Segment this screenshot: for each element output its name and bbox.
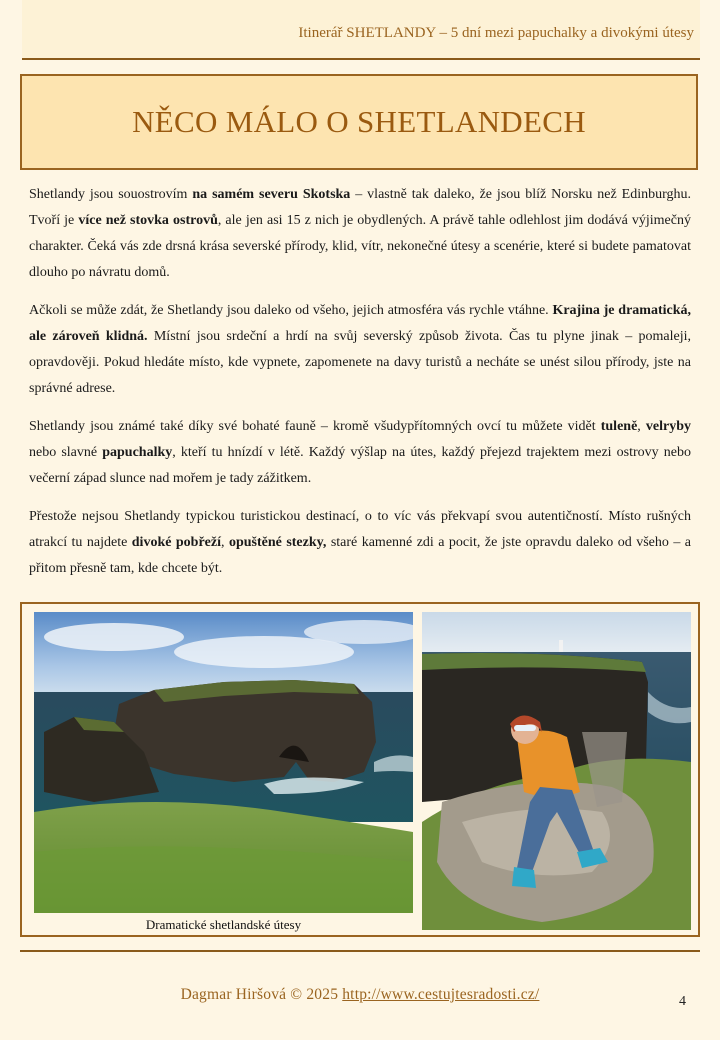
paragraph-1 <box>29 182 691 286</box>
text-span: Přestože nejsou Shetlandy typickou turistickou destinací, o to víc vás překvapí svou autentičností. Místo rušných atrakcí tu najdete <box>29 509 691 550</box>
paragraph-2 <box>29 298 691 402</box>
text-span: , ale jen asi 15 z nich je obydlených. A právě tahle odlehlost jim dodává výjimečný charakter. Čeká vás zde drsná krása severské přírody, klid, vítr, nekonečné útesy a scenérie, které si budete pamatovat dlouho po návratu domů. <box>29 213 691 280</box>
text-span: Místní jsou srdeční a hrdí na svůj severský způsob života. Čas tu plyne jinak – pomaleji, opravdověji. Pokud hledáte místo, kde vypnete, zapomenete na davy turistů a necháte se unést silou přírody, jste na správné adrese. <box>29 329 691 396</box>
bold-text: papuchalky <box>102 445 173 460</box>
page-footer <box>0 986 720 1004</box>
page-title: NĚCO MÁLO O SHETLANDECH <box>132 104 586 139</box>
title-box <box>20 74 698 170</box>
text-span: , <box>221 535 229 550</box>
bold-text: tuleně <box>600 419 638 434</box>
page-header <box>22 0 700 60</box>
footer-author: Dagmar Hiršová © 2025 <box>180 986 343 1003</box>
bold-text: na samém severu Skotska <box>192 187 351 202</box>
footer-divider <box>20 950 700 952</box>
bold-text: velryby <box>645 419 692 434</box>
website-link[interactable]: http://www.cestujtesradosti.cz/ <box>342 986 540 1003</box>
bold-text: divoké pobřeží <box>131 535 221 550</box>
cliff-photo <box>34 612 413 913</box>
paragraph-4 <box>29 504 691 582</box>
text-span: staré kamenné zdi a pocit, že jste opravdu daleko od všeho – a přitom přesně tam, kde chcete být. <box>29 535 691 576</box>
header-title: Itinerář SHETLANDY – 5 dní mezi papuchalky a divokými útesy <box>298 25 694 41</box>
text-span: Shetlandy jsou známé také díky své bohaté fauně – kromě všudypřítomných ovcí tu můžete vidět <box>29 419 601 434</box>
text-span: nebo slavné <box>29 445 103 460</box>
main-content <box>29 182 691 594</box>
photo-caption: Dramatické shetlandské útesy <box>145 917 302 932</box>
text-span: Ačkoli se může zdát, že Shetlandy jsou daleko od všeho, jejich atmosféra vás rychle vtáhne. <box>29 303 553 318</box>
bold-text: opuštěné stezky, <box>228 535 327 550</box>
text-span: Shetlandy jsou souostrovím <box>29 187 193 202</box>
paragraph-3 <box>29 414 691 492</box>
text-span: – vlastně tak daleko, že jsou blíž Norsku než Edinburghu. Tvoří je <box>29 187 692 228</box>
text-span: , kteří tu hnízdí v létě. Každý výšlap na útes, každý přejezd trajektem mezi ostrovy nebo večerní západ slunce nad mořem je tady zážitkem. <box>29 445 691 486</box>
text-span: , <box>637 419 646 434</box>
hiker-photo <box>422 612 691 930</box>
photo-gallery <box>20 602 700 937</box>
bold-text: Krajina je dramatická, ale zároveň klidná. <box>29 303 692 344</box>
bold-text: více než stovka ostrovů <box>78 213 218 228</box>
page-number: 4 <box>679 994 686 1009</box>
